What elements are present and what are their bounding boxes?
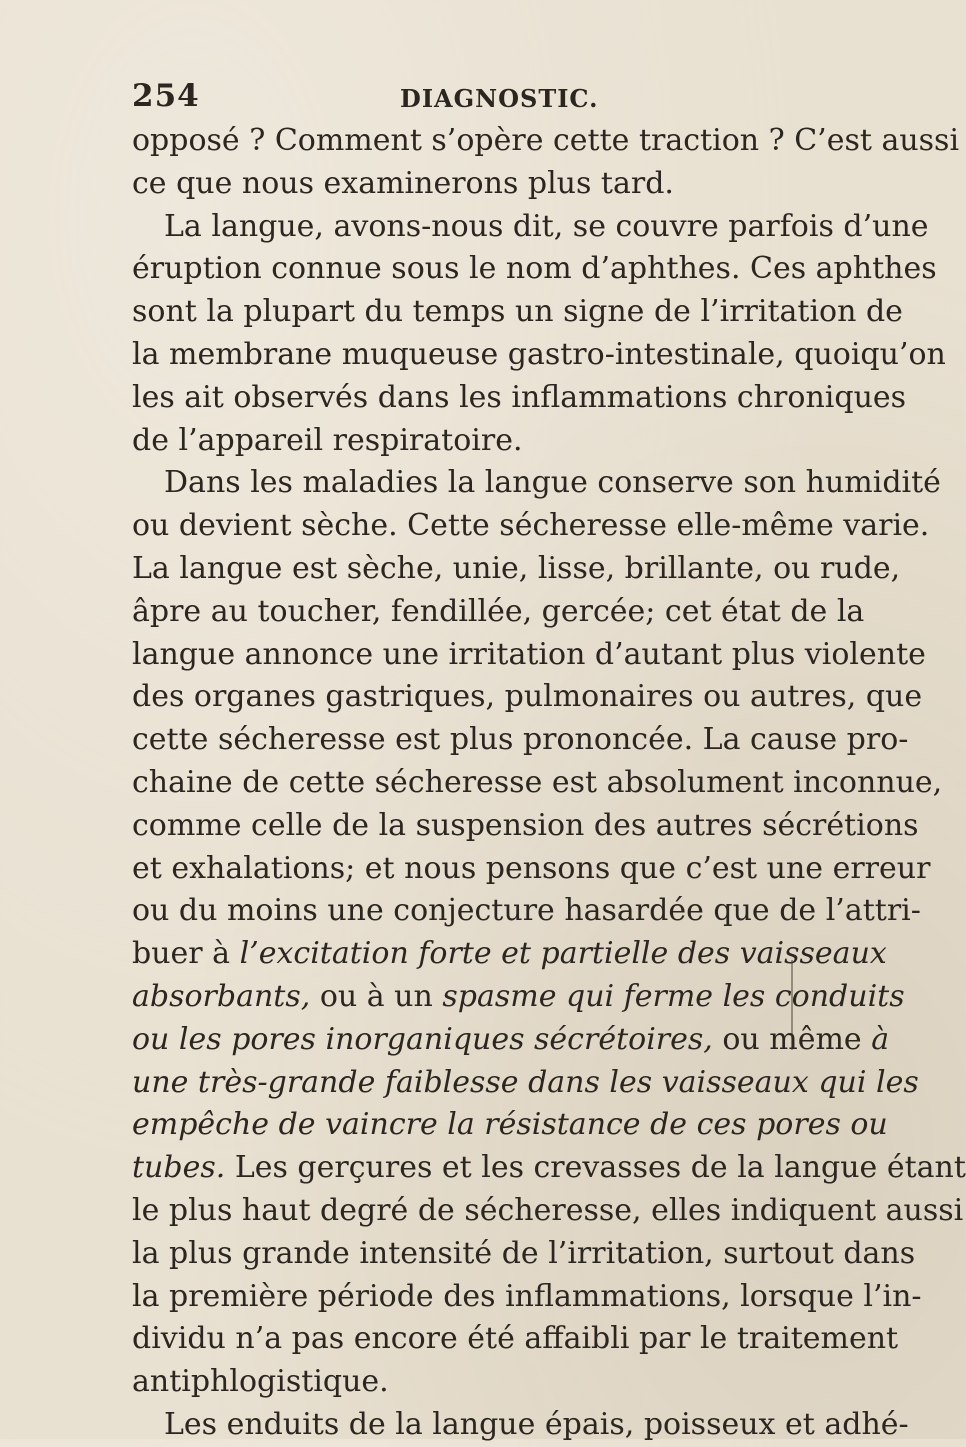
text-line: dividu n’a pas encore été affaibli par le traitement bbox=[132, 1321, 899, 1357]
text-segment: ou même bbox=[722, 1021, 862, 1057]
text-line: la membrane muqueuse gastro-intestinale, quoiqu’on bbox=[132, 336, 946, 372]
text-line: chaine de cette sécheresse est absolument inconnue, bbox=[132, 764, 943, 800]
text-line: le plus haut degré de sécheresse, elles indiquent aussi bbox=[132, 1192, 964, 1228]
text-segment: ou à un bbox=[319, 978, 433, 1014]
text-line: La langue est sèche, unie, lisse, brillante, ou rude, bbox=[132, 550, 901, 586]
text-segment-italic: ou les pores inorganiques sécrétoires, bbox=[132, 1021, 713, 1057]
text-segment: buer à bbox=[132, 936, 231, 972]
text-segment-italic: à bbox=[871, 1021, 890, 1057]
text-line: la première période des inflammations, lorsque l’in- bbox=[132, 1278, 922, 1314]
page-edge-shadow bbox=[791, 960, 793, 1050]
text-line: comme celle de la suspension des autres sécrétions bbox=[132, 807, 919, 843]
text-segment-italic: l’excitation forte et partielle des vaisseaux bbox=[239, 936, 887, 972]
text-segment-italic: absorbants, bbox=[132, 978, 311, 1014]
text-line: et exhalations; et nous pensons que c’est une erreur bbox=[132, 850, 931, 886]
page-header bbox=[132, 78, 692, 118]
text-line: ou devient sèche. Cette sécheresse elle-même varie. bbox=[132, 508, 930, 544]
text-line: de l’appareil respiratoire. bbox=[132, 422, 523, 458]
text-line-mixed bbox=[132, 1019, 890, 1062]
text-line: la plus grande intensité de l’irritation, surtout dans bbox=[132, 1235, 916, 1271]
text-line-mixed bbox=[132, 976, 905, 1019]
text-line-italic: empêche de vaincre la résistance de ces pores ou bbox=[132, 1107, 888, 1143]
text-segment-italic: tubes. bbox=[132, 1150, 226, 1186]
text-line: cette sécheresse est plus prononcée. La cause pro- bbox=[132, 722, 909, 758]
paragraph-first-line: Les enduits de la langue épais, poisseux et adhé- bbox=[164, 1406, 909, 1442]
text-line: opposé ? Comment s’opère cette traction ? C’est aussi bbox=[132, 123, 960, 158]
text-segment-italic: spasme qui ferme les conduits bbox=[442, 978, 905, 1014]
text-line: sont la plupart du temps un signe de l’irritation de bbox=[132, 294, 903, 330]
text-line: éruption connue sous le nom d’aphthes. Ces aphthes bbox=[132, 251, 937, 287]
body-text bbox=[132, 120, 966, 1447]
text-line-italic: une très-grande faiblesse dans les vaisseaux qui les bbox=[132, 1064, 919, 1100]
text-line: des organes gastriques, pulmonaires ou autres, que bbox=[132, 679, 923, 715]
paragraph-first-line: La langue, avons-nous dit, se couvre parfois d’une bbox=[164, 208, 929, 244]
text-line: antiphlogistique. bbox=[132, 1364, 389, 1400]
paragraph-first-line: Dans les maladies la langue conserve son humidité bbox=[164, 465, 941, 501]
text-line-mixed bbox=[132, 1147, 966, 1190]
page-number: 254 bbox=[132, 78, 200, 114]
text-line-mixed bbox=[132, 933, 887, 976]
text-line: ou du moins une conjecture hasardée que de l’attri- bbox=[132, 893, 921, 929]
text-line: langue annonce une irritation d’autant plus violente bbox=[132, 636, 926, 672]
text-line: âpre au toucher, fendillée, gercée; cet état de la bbox=[132, 593, 865, 629]
text-segment: Les gerçures et les crevasses de la langue étant bbox=[234, 1150, 966, 1186]
text-line: ce que nous examinerons plus tard. bbox=[132, 165, 674, 201]
text-line: les ait observés dans les inflammations chroniques bbox=[132, 379, 907, 415]
running-head: DIAGNOSTIC. bbox=[400, 84, 599, 113]
